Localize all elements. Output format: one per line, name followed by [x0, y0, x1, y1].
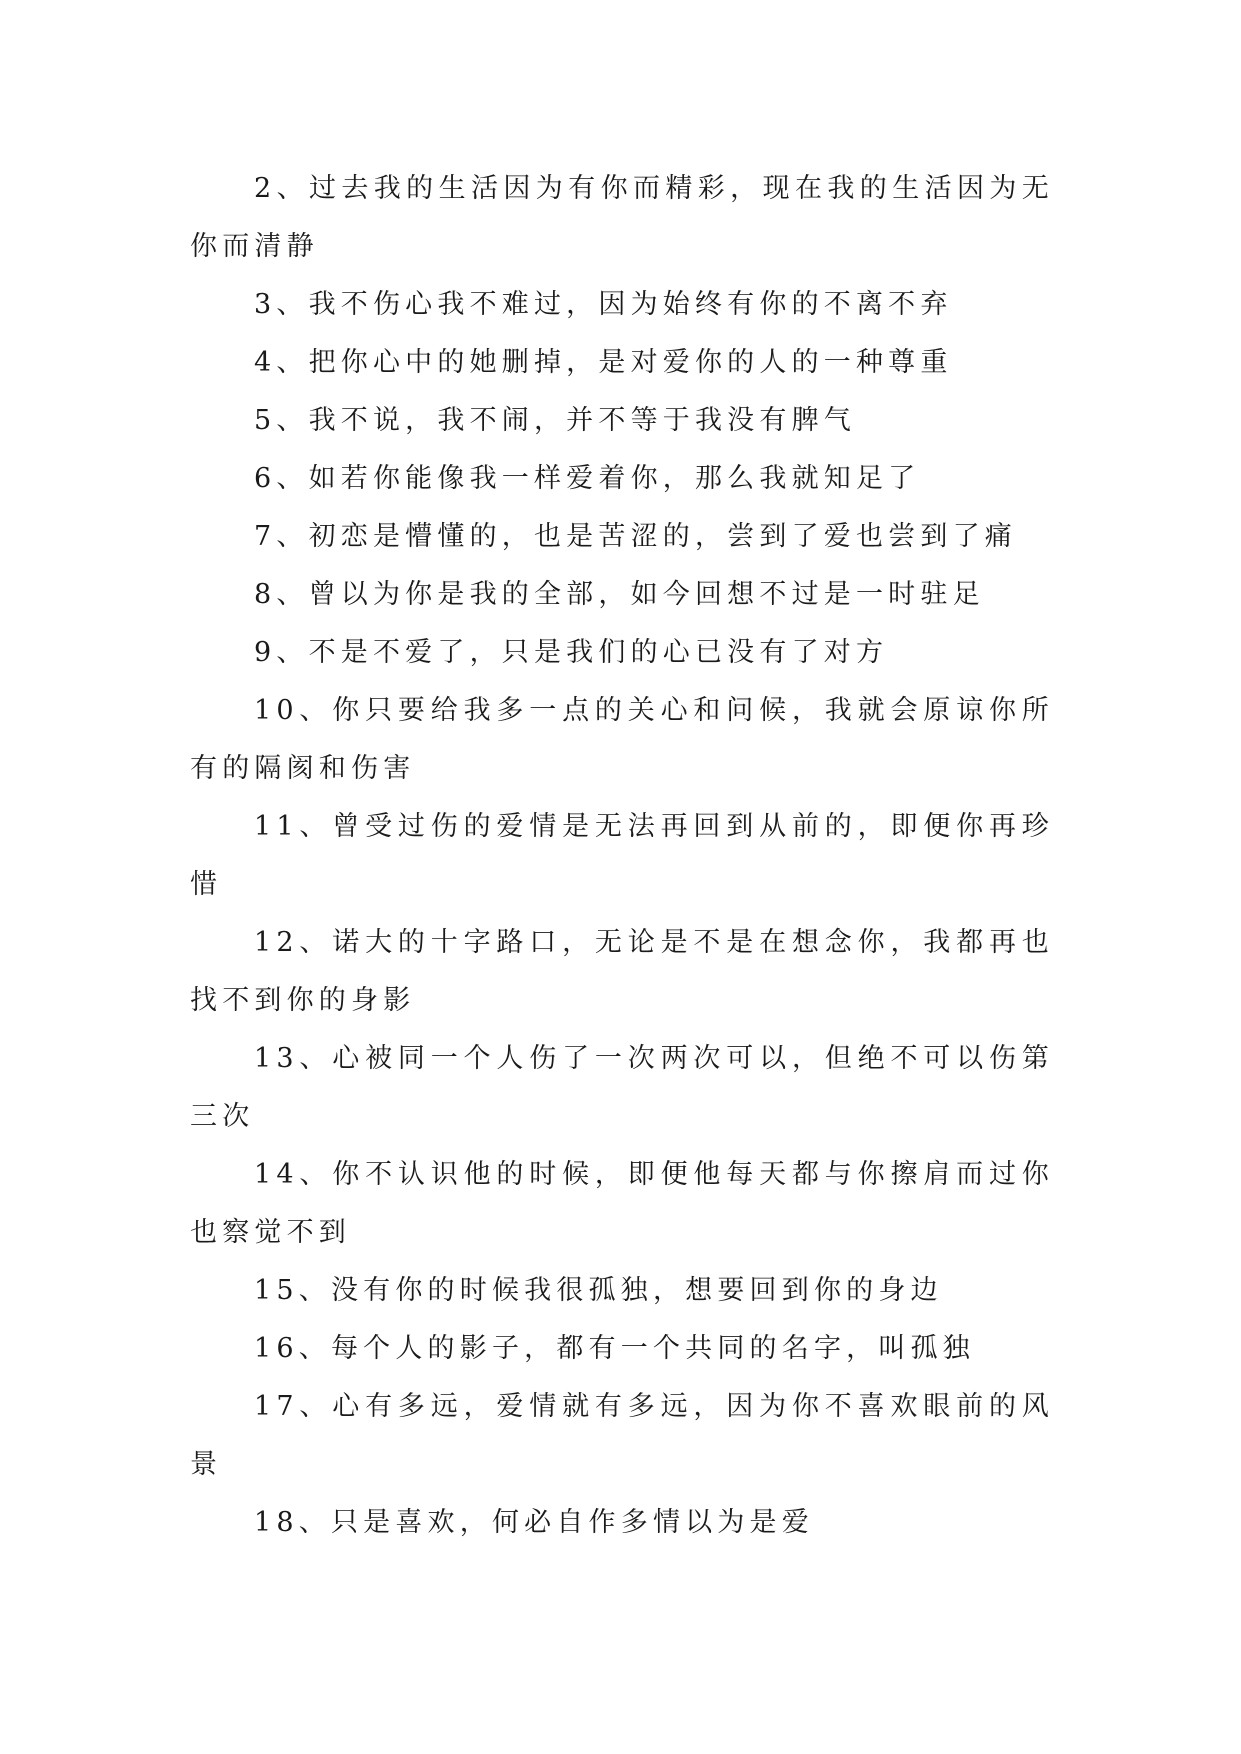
- paragraph-18: 18、只是喜欢，何必自作多情以为是爱: [254, 1507, 814, 1538]
- paragraph-8: 8、曾以为你是我的全部，如今回想不过是一时驻足: [254, 579, 985, 610]
- paragraph-3: 3、我不伤心我不难过，因为始终有你的不离不弃: [254, 289, 953, 320]
- paragraph-16: 16、每个人的影子，都有一个共同的名字，叫孤独: [254, 1333, 975, 1364]
- paragraph-4: 4、把你心中的她删掉，是对爱你的人的一种尊重: [254, 347, 953, 378]
- paragraph-14: 14、你不认识他的时候，即便他每天都与你擦肩而过你也察觉不到: [190, 1159, 1054, 1248]
- paragraph-12: 12、诺大的十字路口，无论是不是在想念你，我都再也找不到你的身影: [190, 927, 1054, 1016]
- paragraph-10: 10、你只要给我多一点的关心和问候，我就会原谅你所有的隔阂和伤害: [190, 695, 1054, 784]
- paragraph-11: 11、曾受过伤的爱情是无法再回到从前的，即便你再珍惜: [190, 811, 1054, 900]
- document-body: [190, 160, 1054, 1552]
- paragraph-13: 13、心被同一个人伤了一次两次可以，但绝不可以伤第三次: [190, 1043, 1054, 1132]
- paragraph-2: 2、过去我的生活因为有你而精彩，现在我的生活因为无你而清静: [190, 173, 1054, 262]
- paragraph-15: 15、没有你的时候我很孤独，想要回到你的身边: [254, 1275, 943, 1306]
- paragraph-6: 6、如若你能像我一样爱着你，那么我就知足了: [254, 463, 921, 494]
- paragraph-17: 17、心有多远，爱情就有多远，因为你不喜欢眼前的风景: [190, 1391, 1054, 1480]
- paragraph-9: 9、不是不爱了，只是我们的心已没有了对方: [254, 637, 889, 668]
- paragraph-7: 7、初恋是懵懂的，也是苦涩的，尝到了爱也尝到了痛: [254, 521, 1017, 552]
- paragraph-5: 5、我不说，我不闹，并不等于我没有脾气: [254, 405, 856, 436]
